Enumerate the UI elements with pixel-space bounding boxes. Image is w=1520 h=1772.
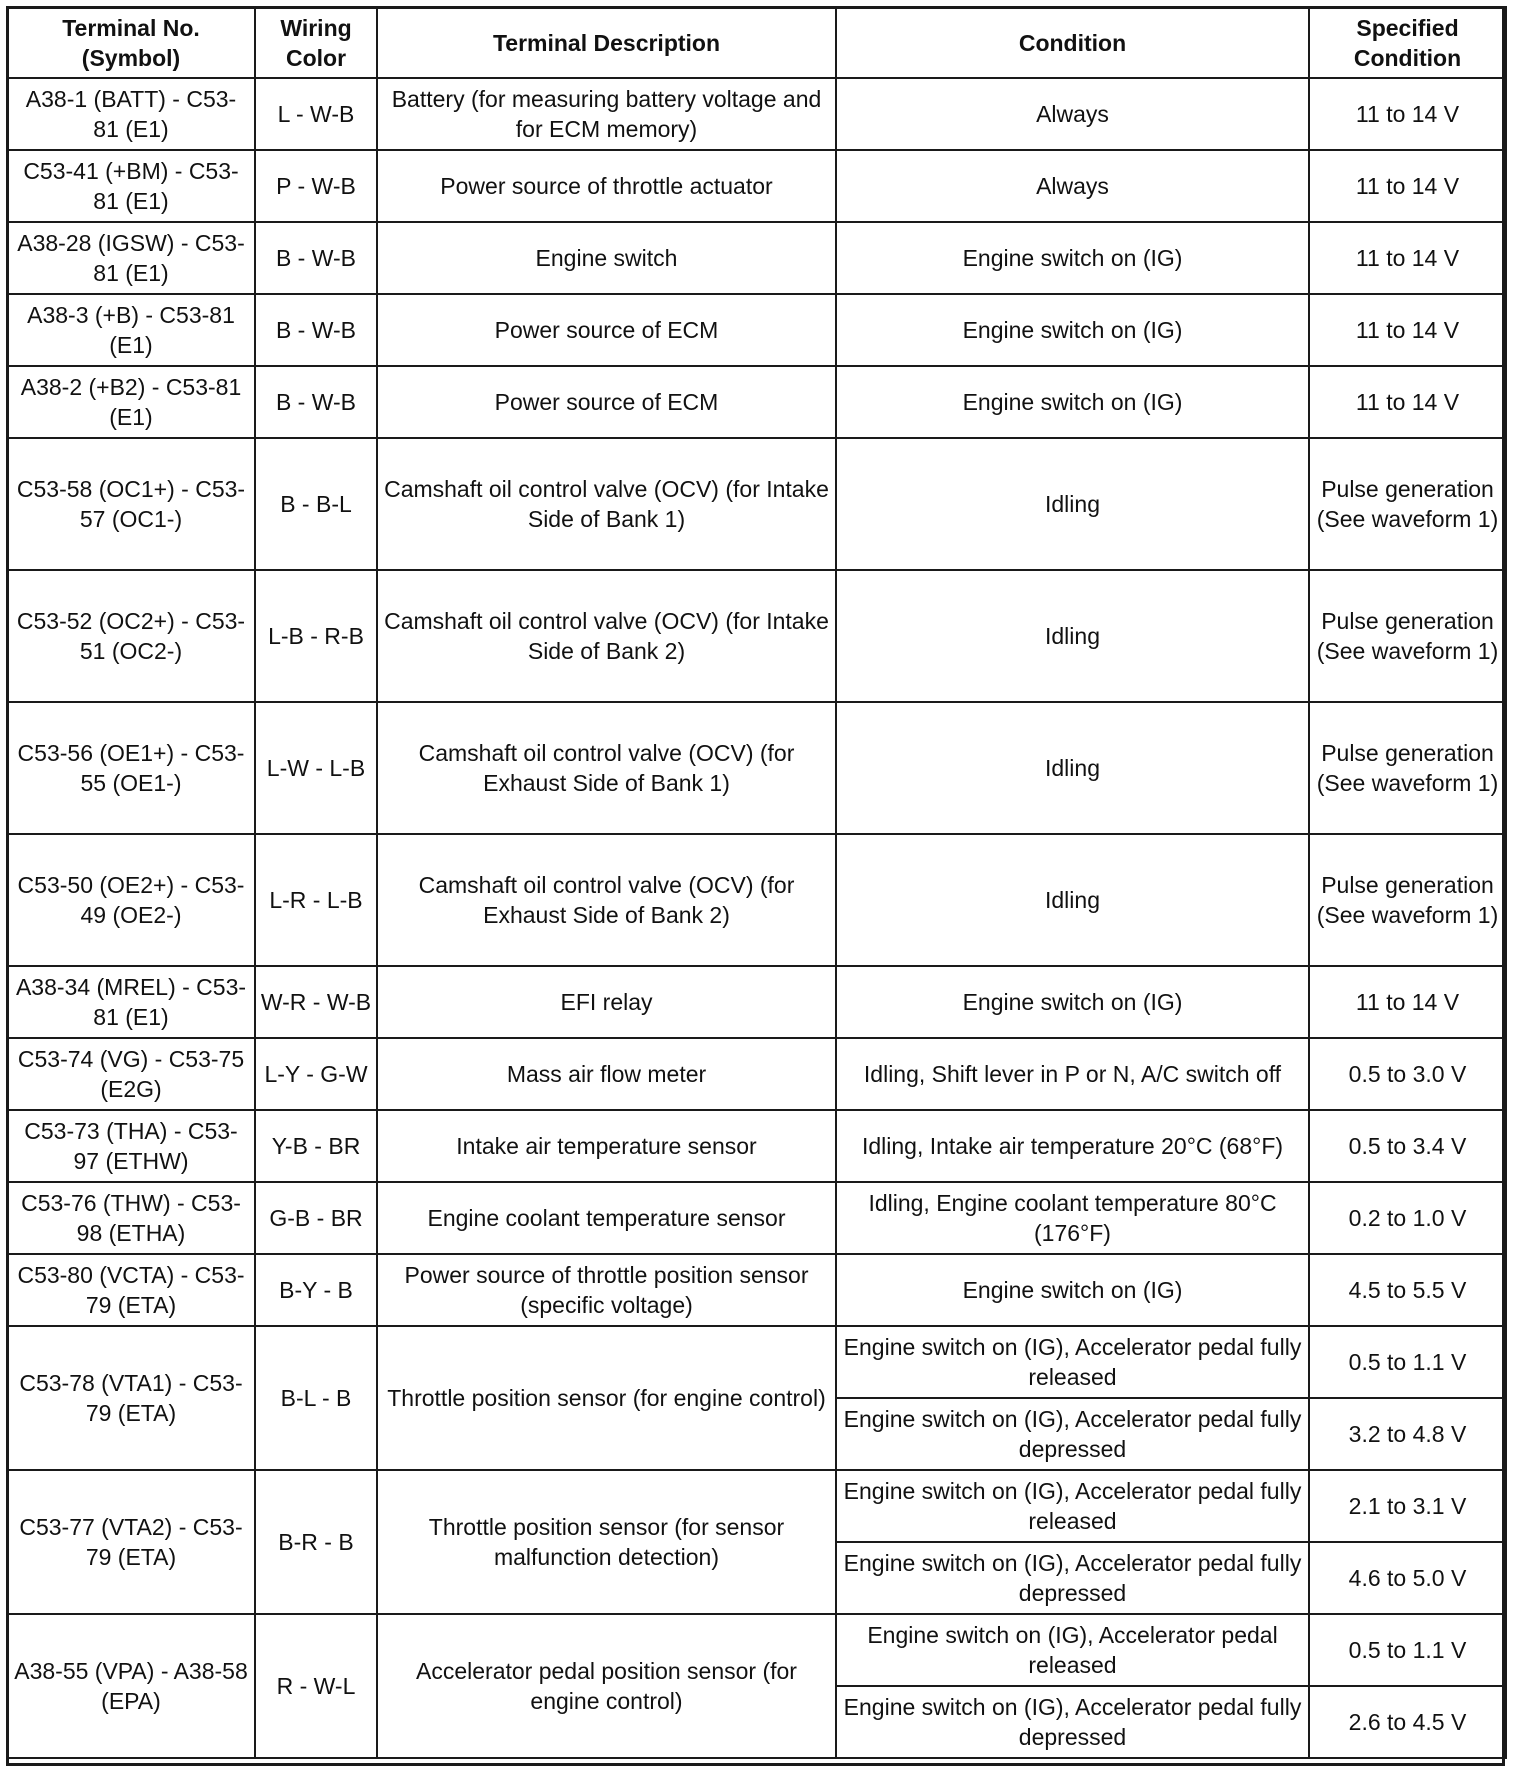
table-row bbox=[7, 438, 1506, 570]
cell-wiring-color: B-R - B bbox=[255, 1470, 377, 1614]
cell-specified: Pulse generation (See waveform 1) bbox=[1309, 834, 1506, 966]
cell-specified: Pulse generation (See waveform 1) bbox=[1309, 438, 1506, 570]
cell-terminal: A38-55 (VPA) - A38-58 (EPA) bbox=[7, 1614, 255, 1758]
table-row bbox=[7, 1038, 1506, 1110]
cell-wiring-color: B - W-B bbox=[255, 222, 377, 294]
cell-condition: Engine switch on (IG), Accelerator pedal fully depressed bbox=[836, 1398, 1309, 1470]
table-header-row bbox=[7, 7, 1506, 78]
cell-condition: Engine switch on (IG), Accelerator pedal fully released bbox=[836, 1326, 1309, 1398]
table-row bbox=[7, 702, 1506, 834]
cell-description: Camshaft oil control valve (OCV) (for Intake Side of Bank 1) bbox=[377, 438, 836, 570]
terminal-spec-table bbox=[6, 6, 1507, 1759]
cell-description: Intake air temperature sensor bbox=[377, 1110, 836, 1182]
table-row bbox=[7, 150, 1506, 222]
cell-terminal: A38-28 (IGSW) - C53-81 (E1) bbox=[7, 222, 255, 294]
cell-description: Engine coolant temperature sensor bbox=[377, 1182, 836, 1254]
cell-specified: 4.5 to 5.5 V bbox=[1309, 1254, 1506, 1326]
cell-description: Battery (for measuring battery voltage and for ECM memory) bbox=[377, 78, 836, 150]
cell-description: Power source of throttle position sensor (specific voltage) bbox=[377, 1254, 836, 1326]
cell-terminal: C53-74 (VG) - C53-75 (E2G) bbox=[7, 1038, 255, 1110]
cell-wiring-color: L-W - L-B bbox=[255, 702, 377, 834]
cell-wiring-color: B - W-B bbox=[255, 366, 377, 438]
cell-terminal: C53-52 (OC2+) - C53-51 (OC2-) bbox=[7, 570, 255, 702]
cell-condition: Engine switch on (IG) bbox=[836, 966, 1309, 1038]
cell-wiring-color: B-Y - B bbox=[255, 1254, 377, 1326]
cell-condition: Always bbox=[836, 150, 1309, 222]
cell-specified: 0.2 to 1.0 V bbox=[1309, 1182, 1506, 1254]
cell-description: Engine switch bbox=[377, 222, 836, 294]
cell-specified: 3.2 to 4.8 V bbox=[1309, 1398, 1506, 1470]
cell-wiring-color: W-R - W-B bbox=[255, 966, 377, 1038]
header-wiring-color: Wiring Color bbox=[255, 7, 377, 78]
cell-specified: 11 to 14 V bbox=[1309, 294, 1506, 366]
table-row bbox=[7, 570, 1506, 702]
cell-wiring-color: L - W-B bbox=[255, 78, 377, 150]
cell-specified: 11 to 14 V bbox=[1309, 366, 1506, 438]
cell-condition: Engine switch on (IG), Accelerator pedal released bbox=[836, 1614, 1309, 1686]
cell-specified: Pulse generation (See waveform 1) bbox=[1309, 570, 1506, 702]
cell-wiring-color: B - W-B bbox=[255, 294, 377, 366]
cell-wiring-color: L-B - R-B bbox=[255, 570, 377, 702]
cell-terminal: C53-58 (OC1+) - C53-57 (OC1-) bbox=[7, 438, 255, 570]
cell-terminal: A38-1 (BATT) - C53-81 (E1) bbox=[7, 78, 255, 150]
cell-description: Power source of ECM bbox=[377, 294, 836, 366]
cell-specified: 2.1 to 3.1 V bbox=[1309, 1470, 1506, 1542]
cell-description: Camshaft oil control valve (OCV) (for Intake Side of Bank 2) bbox=[377, 570, 836, 702]
header-specified-condition: Specified Condition bbox=[1309, 7, 1506, 78]
cell-wiring-color: B-L - B bbox=[255, 1326, 377, 1470]
cell-description: EFI relay bbox=[377, 966, 836, 1038]
cell-condition: Idling bbox=[836, 438, 1309, 570]
cell-specified: Pulse generation (See waveform 1) bbox=[1309, 702, 1506, 834]
cell-condition: Engine switch on (IG), Accelerator pedal fully released bbox=[836, 1470, 1309, 1542]
cell-wiring-color: Y-B - BR bbox=[255, 1110, 377, 1182]
table-row bbox=[7, 834, 1506, 966]
cell-description: Throttle position sensor (for engine control) bbox=[377, 1326, 836, 1470]
table-row bbox=[7, 1614, 1506, 1686]
cell-terminal: C53-50 (OE2+) - C53-49 (OE2-) bbox=[7, 834, 255, 966]
cell-wiring-color: R - W-L bbox=[255, 1614, 377, 1758]
cell-wiring-color: L-Y - G-W bbox=[255, 1038, 377, 1110]
cell-condition: Engine switch on (IG) bbox=[836, 1254, 1309, 1326]
cell-condition: Always bbox=[836, 78, 1309, 150]
cell-description: Power source of throttle actuator bbox=[377, 150, 836, 222]
table-row bbox=[7, 78, 1506, 150]
table-row bbox=[7, 966, 1506, 1038]
cell-description: Power source of ECM bbox=[377, 366, 836, 438]
cell-wiring-color: G-B - BR bbox=[255, 1182, 377, 1254]
cell-specified: 11 to 14 V bbox=[1309, 78, 1506, 150]
header-terminal: Terminal No. (Symbol) bbox=[7, 7, 255, 78]
table-row bbox=[7, 294, 1506, 366]
cell-condition: Engine switch on (IG) bbox=[836, 294, 1309, 366]
cell-specified: 0.5 to 1.1 V bbox=[1309, 1326, 1506, 1398]
table-row bbox=[7, 1110, 1506, 1182]
cell-condition: Idling, Engine coolant temperature 80°C (176°F) bbox=[836, 1182, 1309, 1254]
table-row bbox=[7, 1182, 1506, 1254]
cell-condition: Engine switch on (IG), Accelerator pedal fully depressed bbox=[836, 1686, 1309, 1758]
cell-terminal: A38-34 (MREL) - C53-81 (E1) bbox=[7, 966, 255, 1038]
cell-terminal: C53-80 (VCTA) - C53-79 (ETA) bbox=[7, 1254, 255, 1326]
cell-condition: Engine switch on (IG), Accelerator pedal fully depressed bbox=[836, 1542, 1309, 1614]
cell-terminal: C53-73 (THA) - C53-97 (ETHW) bbox=[7, 1110, 255, 1182]
table-row bbox=[7, 366, 1506, 438]
cell-terminal: C53-77 (VTA2) - C53-79 (ETA) bbox=[7, 1470, 255, 1614]
cell-condition: Idling bbox=[836, 570, 1309, 702]
cell-description: Mass air flow meter bbox=[377, 1038, 836, 1110]
cell-condition: Idling bbox=[836, 702, 1309, 834]
cell-specified: 0.5 to 3.0 V bbox=[1309, 1038, 1506, 1110]
cell-description: Camshaft oil control valve (OCV) (for Exhaust Side of Bank 1) bbox=[377, 702, 836, 834]
header-terminal-description: Terminal Description bbox=[377, 7, 836, 78]
cell-terminal: A38-3 (+B) - C53-81 (E1) bbox=[7, 294, 255, 366]
table-row bbox=[7, 1470, 1506, 1542]
table-row bbox=[7, 222, 1506, 294]
cell-specified: 4.6 to 5.0 V bbox=[1309, 1542, 1506, 1614]
cell-terminal: C53-41 (+BM) - C53-81 (E1) bbox=[7, 150, 255, 222]
cell-wiring-color: L-R - L-B bbox=[255, 834, 377, 966]
cell-terminal: C53-56 (OE1+) - C53-55 (OE1-) bbox=[7, 702, 255, 834]
cell-condition: Idling, Intake air temperature 20°C (68°F) bbox=[836, 1110, 1309, 1182]
cell-condition: Engine switch on (IG) bbox=[836, 366, 1309, 438]
table-row bbox=[7, 1326, 1506, 1398]
cell-description: Camshaft oil control valve (OCV) (for Exhaust Side of Bank 2) bbox=[377, 834, 836, 966]
cell-terminal: A38-2 (+B2) - C53-81 (E1) bbox=[7, 366, 255, 438]
cell-specified: 11 to 14 V bbox=[1309, 150, 1506, 222]
cell-specified: 0.5 to 3.4 V bbox=[1309, 1110, 1506, 1182]
cell-description: Accelerator pedal position sensor (for engine control) bbox=[377, 1614, 836, 1758]
table-row bbox=[7, 1254, 1506, 1326]
cell-condition: Idling, Shift lever in P or N, A/C switch off bbox=[836, 1038, 1309, 1110]
cell-specified: 0.5 to 1.1 V bbox=[1309, 1614, 1506, 1686]
cell-specified: 11 to 14 V bbox=[1309, 222, 1506, 294]
cell-description: Throttle position sensor (for sensor malfunction detection) bbox=[377, 1470, 836, 1614]
cell-condition: Idling bbox=[836, 834, 1309, 966]
header-condition: Condition bbox=[836, 7, 1309, 78]
cell-wiring-color: B - B-L bbox=[255, 438, 377, 570]
cell-condition: Engine switch on (IG) bbox=[836, 222, 1309, 294]
cell-wiring-color: P - W-B bbox=[255, 150, 377, 222]
cell-specified: 11 to 14 V bbox=[1309, 966, 1506, 1038]
cell-specified: 2.6 to 4.5 V bbox=[1309, 1686, 1506, 1758]
cell-terminal: C53-78 (VTA1) - C53-79 (ETA) bbox=[7, 1326, 255, 1470]
cell-terminal: C53-76 (THW) - C53-98 (ETHA) bbox=[7, 1182, 255, 1254]
